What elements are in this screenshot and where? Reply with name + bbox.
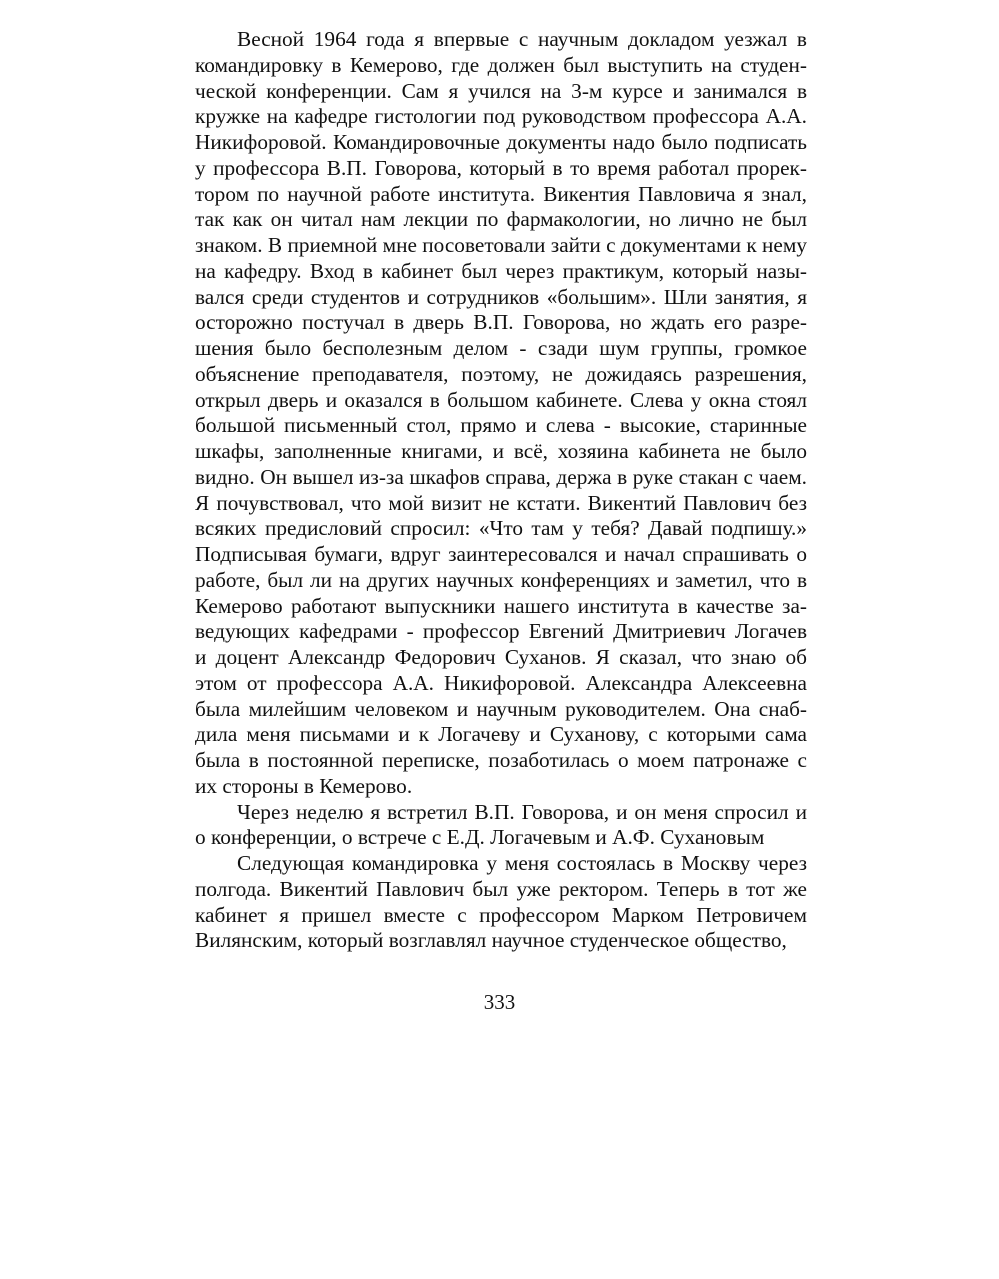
paragraph [195, 27, 807, 800]
text-line: полгода. Викентий Павлович был уже ректором. Теперь в тот же [195, 876, 807, 901]
text-line: большой письменный стол, прямо и слева - высокие, старинные [195, 413, 807, 438]
text-line: о конференции, о встрече с Е.Д. Логачевым и А.Ф. Сухановым [195, 825, 765, 850]
body-text [195, 27, 807, 954]
text-line: у профессора В.П. Говорова, который в то время работал прорек- [195, 155, 807, 180]
text-line: Весной 1964 года я впервые с научным докладом уезжал в [237, 27, 807, 51]
text-line: Подписывая бумаги, вдруг заинтересовался и начал спрашивать о [195, 542, 807, 566]
text-line: осторожно постучал в дверь В.П. Говорова, но ждать его разре- [195, 310, 807, 335]
text-line: этом от профессора А.А. Никифоровой. Александра Алексеевна [195, 670, 807, 695]
text-line: Никифоровой. Командировочные документы надо было подписать [195, 130, 807, 154]
text-line: была в постоянной переписке, позаботилась о моем патронаже с [195, 748, 807, 772]
paragraph [195, 800, 807, 852]
page-number: 333 [483, 990, 516, 1014]
text-line: на кафедру. Вход в кабинет был через практикум, который назы- [195, 258, 807, 283]
text-line: ческой конференции. Сам я учился на 3-м курсе и занимался в [195, 78, 807, 103]
text-line: всяких предисловий спросил: «Что там у тебя? Давай подпишу.» [195, 516, 807, 541]
text-line: видно. Он вышел из-за шкафов справа, держа в руке стакан с чаем. [195, 464, 807, 489]
text-line: Я почувствовал, что мой визит не кстати. Викентий Павлович без [195, 490, 807, 515]
text-line: шкафы, заполненные книгами, и всё, хозяина кабинета не было [195, 439, 807, 463]
text-line: Через неделю я встретил В.П. Говорова, и он меня спросил и [237, 799, 807, 824]
text-line: командировку в Кемерово, где должен был выступить на студен- [195, 52, 807, 77]
text-line: Кемерово работают выпускники нашего института в качестве за- [195, 593, 807, 618]
text-line: и доцент Александр Федорович Суханов. Я сказал, что знаю об [195, 645, 807, 669]
text-line: дила меня письмами и к Логачеву и Суханову, с которыми сама [195, 722, 807, 747]
text-line: Следующая командировка у меня состоялась в Москву через [237, 851, 807, 875]
text-line: знаком. В приемной мне посоветовали зайти с документами к нему [195, 233, 807, 257]
text-line: их стороны в Кемерово. [195, 773, 413, 798]
text-line: объяснение преподавателя, поэтому, не дожидаясь разрешения, [195, 361, 807, 386]
text-line: работе, был ли на других научных конференциях и заметил, что в [195, 567, 807, 592]
text-line: Вилянским, который возглавлял научное студенческое общество, [195, 928, 787, 953]
text-line: так как он читал нам лекции по фармакологии, но лично не был [195, 207, 807, 232]
text-line: была милейшим человеком и научным руководителем. Она снаб- [195, 696, 807, 721]
text-line: открыл дверь и оказался в большом кабинете. Слева у окна стоял [195, 387, 807, 412]
text-line: шения было бесполезным делом - сзади шум группы, громкое [195, 336, 807, 360]
text-line: кружке на кафедре гистологии под руководством профессора А.А. [195, 104, 807, 129]
text-line: ведующих кафедрами - профессор Евгений Дмитриевич Логачев [195, 619, 807, 644]
text-line: вался среди студентов и сотрудников «большим». Шли занятия, я [195, 284, 807, 309]
paragraph [195, 851, 807, 954]
text-line: тором по научной работе института. Викентия Павловича я знал, [195, 181, 807, 206]
text-line: кабинет я пришел вместе с профессором Марком Петровичем [195, 902, 807, 927]
